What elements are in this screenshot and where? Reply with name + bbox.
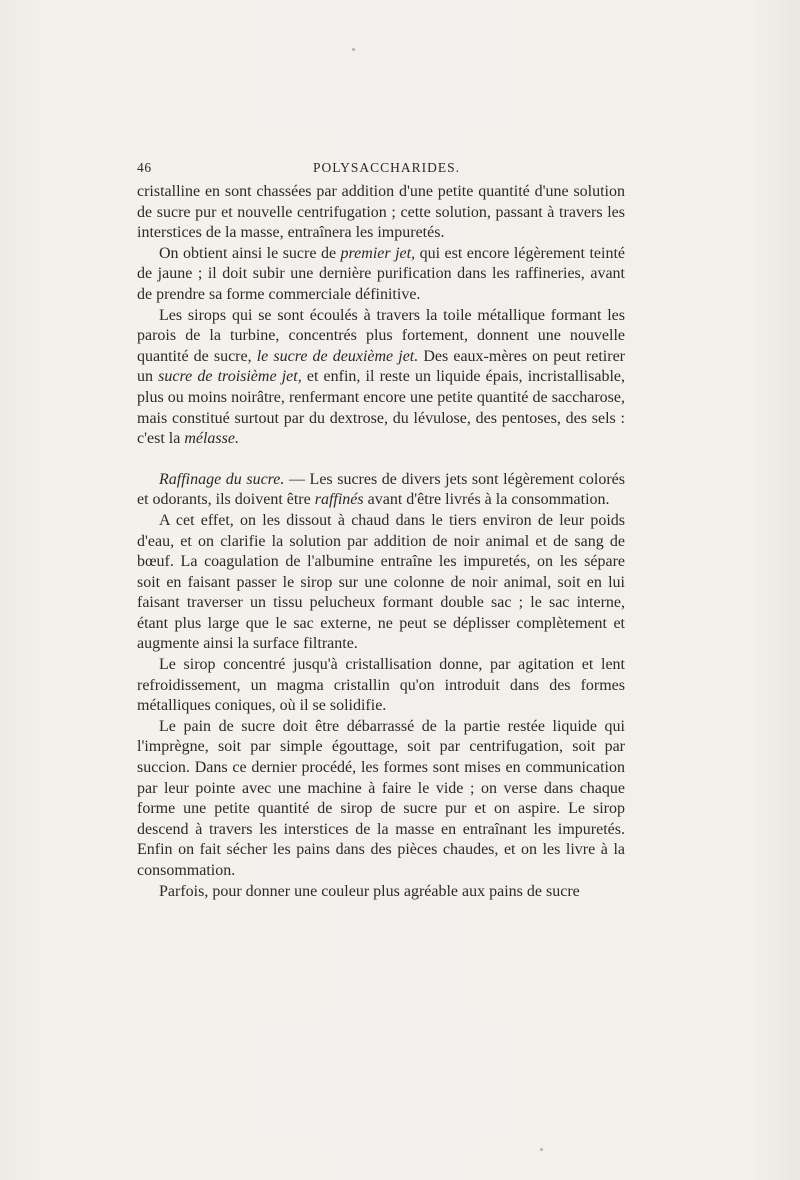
paragraph-3: Les sirops qui se sont écoulés à travers la toile métallique formant les parois de la turbine, concentrés plus fortement, donnent une nouvelle quantité de sucre, le sucre de deuxième jet. Des eaux-mères on peut retirer un sucre de troisième jet, et enfin, il reste un liquide épais, incristallisable, plus ou moins noirâtre, renfermant encore une petite quantité de saccharose, mais constitué surtout par du dextrose, du lévulose, des pentoses, des sels : c'est la mélasse. <box>137 306 626 448</box>
paragraph-5: A cet effet, on les dissout à chaud dans le tiers environ de leur poids d'eau, et on clarifie la solution par addition de noir animal et de sang de bœuf. La coagulation de l'albumine entraîne les impuretés, on les sépare soit en faisant passer le sirop sur une colonne de noir animal, soit en lui faisant traverser un tissu pelucheux formant double sac ; le sac interne, étant plus large que le sac externe, ne peut se déplisser complètement et augmente ainsi la surface filtrante. <box>137 511 625 653</box>
paragraph-6: Le sirop concentré jusqu'à cristallisation donne, par agitation et lent refroidissement, un magma cristallin qu'on introduit dans des formes métalliques coniques, où il se solidifie. <box>137 656 625 715</box>
paper-speck <box>540 1148 543 1151</box>
running-title: POLYSACCHARIDES. <box>313 160 461 175</box>
page-header <box>137 160 625 180</box>
paper-speck <box>352 48 355 51</box>
term-troisieme-jet: sucre de troisième jet, <box>158 368 302 386</box>
term-raffines: raffinés <box>314 491 364 509</box>
term-premier-jet: premier jet, <box>340 244 416 262</box>
paragraph-8: Parfois, pour donner une couleur plus agréable aux pains de sucre <box>159 882 580 900</box>
section-gap <box>137 450 625 470</box>
paragraph-raffinage: Raffinage du sucre. — Les sucres de divers jets sont légèrement colorés et odorants, ils doivent être raffinés avant d'être livrés à la consommation. <box>137 470 626 509</box>
paragraph-7: Le pain de sucre doit être débarrassé de la partie restée liquide qui l'imprègne, soit par simple égouttage, soit par centrifugation, soit par succion. Dans ce dernier procédé, les formes sont mises en communication par leur pointe avec une machine à faire le vide ; on verse dans chaque forme une petite quantité de sirop de sucre pur et on aspire. Le sirop descend à travers les interstices de la masse en entraînant les impuretés. Enfin on fait sécher les pains dans des pièces chaudes, et on les livre à la consommation. <box>137 717 625 879</box>
paragraph-2: On obtient ainsi le sucre de premier jet, qui est encore légèrement teinté de jaune ; il doit subir une dernière purification dans les raffineries, avant de prendre sa forme commerciale définitive. <box>137 244 625 303</box>
page-number: 46 <box>137 160 152 175</box>
term-deuxieme-jet: le sucre de deuxième jet. <box>256 347 419 365</box>
paragraph-1: cristalline en sont chassées par addition d'une petite quantité d'une solution de sucre pur et nouvelle centrifugation ; cette solution, passant à travers les interstices de la masse, entraînera les impuretés. <box>137 183 625 242</box>
section-heading-raffinage: Raffinage du sucre. <box>159 470 285 488</box>
body-text <box>137 182 625 902</box>
term-melasse: mélasse. <box>184 430 239 448</box>
